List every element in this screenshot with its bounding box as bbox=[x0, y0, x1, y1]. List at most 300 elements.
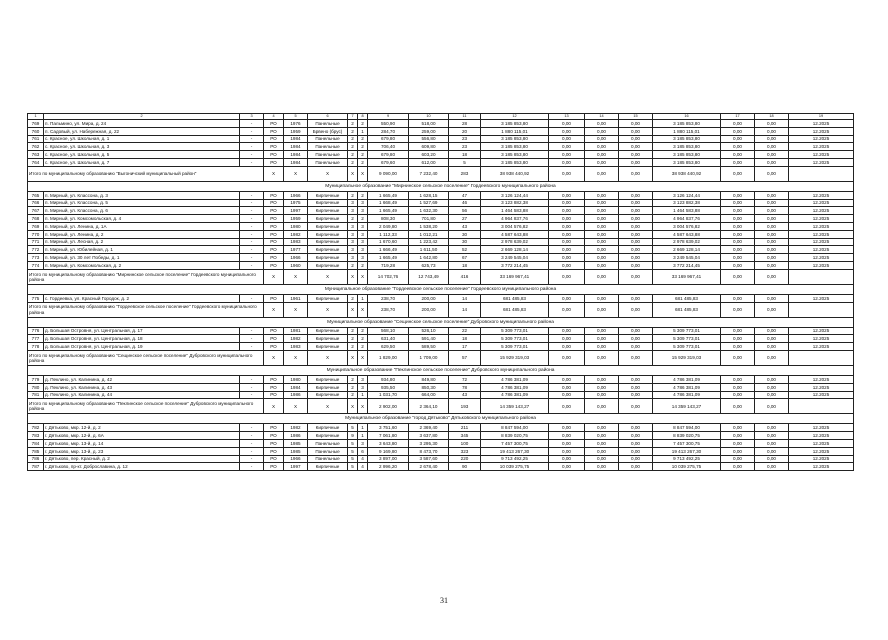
table-cell: 1 112,33 bbox=[368, 230, 409, 238]
table-cell: 765 bbox=[28, 191, 44, 199]
table-cell: 774 bbox=[28, 261, 44, 269]
total-cell: 0,00 bbox=[549, 399, 585, 414]
total-cell: 0,00 bbox=[585, 350, 619, 365]
table-cell: 0,00 bbox=[619, 222, 653, 230]
table-cell: - bbox=[240, 120, 264, 128]
table-row bbox=[28, 261, 854, 269]
table-cell: 27 bbox=[449, 215, 481, 223]
column-number: 6 bbox=[308, 114, 348, 120]
section-title: Муниципальное образование "Гордеевское сельское поселение" Гордеевского муниципального района bbox=[28, 284, 854, 294]
table-cell: 2 bbox=[358, 135, 368, 143]
column-number: 16 bbox=[653, 114, 721, 120]
table-cell: 2 bbox=[358, 120, 368, 128]
table-cell: 2 bbox=[348, 215, 358, 223]
table-cell: 72 bbox=[449, 375, 481, 383]
table-row bbox=[28, 383, 854, 391]
table-cell: 3 123 882,38 bbox=[653, 199, 721, 207]
table-cell: 1 668,49 bbox=[368, 199, 409, 207]
table-cell: 12.2025 bbox=[789, 327, 854, 335]
table-cell: 770 bbox=[28, 230, 44, 238]
table-cell: 3 772 214,45 bbox=[481, 261, 549, 269]
table-cell: 1975 bbox=[284, 199, 308, 207]
table-cell: 0,00 bbox=[721, 424, 755, 432]
table-cell: г. Дятьково, пр-кт. Доброславина, д. 12 bbox=[44, 463, 240, 471]
table-row bbox=[28, 127, 854, 135]
table-cell: 0,00 bbox=[585, 191, 619, 199]
table-cell: 1966 bbox=[284, 254, 308, 262]
table-cell: 0,00 bbox=[721, 261, 755, 269]
total-cell: X bbox=[308, 350, 348, 365]
section-title: Муниципальное образование "Сещинское сельское поселение" Дубровского муниципального района bbox=[28, 317, 854, 327]
table-cell: 0,00 bbox=[721, 335, 755, 343]
table-cell: 1961 bbox=[284, 294, 308, 302]
total-cell: 0,00 bbox=[585, 302, 619, 317]
table-cell: 518,00 bbox=[409, 120, 449, 128]
table-cell: 3 bbox=[358, 199, 368, 207]
table-cell: с. Красное, ул. Школьная, д. 1 bbox=[44, 135, 240, 143]
section-title: Муниципальное образование "Мирнинское сельское поселение" Гордеевского муниципального района bbox=[28, 181, 854, 191]
table-cell: 23 bbox=[449, 135, 481, 143]
table-cell: 3 772 214,45 bbox=[653, 261, 721, 269]
table-cell: 0,00 bbox=[755, 238, 789, 246]
table-cell: 0,00 bbox=[549, 375, 585, 383]
column-number: 12 bbox=[481, 114, 549, 120]
table-cell: 0,00 bbox=[619, 463, 653, 471]
total-cell: 9 090,00 bbox=[368, 166, 409, 181]
table-cell: 1 012,21 bbox=[409, 230, 449, 238]
table-cell: 1 628,15 bbox=[409, 191, 449, 199]
table-cell: 3 bbox=[348, 230, 358, 238]
table-cell: Кирпичные bbox=[308, 383, 348, 391]
table-cell: 7 457 300,75 bbox=[653, 439, 721, 447]
table-cell: 768 bbox=[28, 215, 44, 223]
table-cell: 52 bbox=[449, 246, 481, 254]
total-cell: 200,00 bbox=[409, 302, 449, 317]
table-cell: 773 bbox=[28, 254, 44, 262]
table-cell: 0,00 bbox=[619, 127, 653, 135]
table-cell: 12.2025 bbox=[789, 375, 854, 383]
table-cell: 0,00 bbox=[755, 463, 789, 471]
total-cell: 0,00 bbox=[585, 166, 619, 181]
table-cell: 8 839 020,75 bbox=[653, 432, 721, 440]
total-cell: 38 938 440,92 bbox=[481, 166, 549, 181]
table-cell: - bbox=[240, 151, 264, 159]
table-cell: 0,00 bbox=[549, 463, 585, 471]
table-cell: 1966 bbox=[284, 455, 308, 463]
table-cell: 783 bbox=[28, 432, 44, 440]
table-cell: - bbox=[240, 207, 264, 215]
column-number: 18 bbox=[755, 114, 789, 120]
table-cell: РО bbox=[264, 447, 284, 455]
table-cell: 0,00 bbox=[585, 238, 619, 246]
table-cell: 1982 bbox=[284, 335, 308, 343]
table-cell: РО bbox=[264, 230, 284, 238]
table-cell: РО bbox=[264, 391, 284, 399]
table-cell: 1 bbox=[358, 424, 368, 432]
section-header-row bbox=[28, 365, 854, 375]
table-cell: п. Садовый, ул. Набережная, д. 22 bbox=[44, 127, 240, 135]
table-row bbox=[28, 207, 854, 215]
table-cell: Кирпичные bbox=[308, 254, 348, 262]
table-cell: 0,00 bbox=[585, 222, 619, 230]
table-cell: - bbox=[240, 383, 264, 391]
table-cell: 0,00 bbox=[619, 343, 653, 351]
table-cell: 775 bbox=[28, 294, 44, 302]
table-cell: 0,00 bbox=[585, 120, 619, 128]
table-cell: 3 185 853,80 bbox=[653, 135, 721, 143]
table-cell: Кирпичные bbox=[308, 391, 348, 399]
table-cell: Кирпичные bbox=[308, 222, 348, 230]
table-cell: 1966 bbox=[284, 191, 308, 199]
table-cell: 764 bbox=[28, 158, 44, 166]
table-cell: 0,00 bbox=[619, 246, 653, 254]
table-cell: 4 786 381,09 bbox=[653, 375, 721, 383]
table-cell: 0,00 bbox=[549, 191, 585, 199]
table-cell: 0,00 bbox=[619, 230, 653, 238]
table-cell: 1986 bbox=[284, 432, 308, 440]
table-cell: РО bbox=[264, 455, 284, 463]
table-row bbox=[28, 158, 854, 166]
total-cell: X bbox=[264, 399, 284, 414]
table-cell: 7 061,80 bbox=[368, 432, 409, 440]
table-cell: 1 665,49 bbox=[368, 254, 409, 262]
table-cell: 238,70 bbox=[368, 294, 409, 302]
table-cell: 0,00 bbox=[619, 254, 653, 262]
table-cell: 0,00 bbox=[585, 294, 619, 302]
column-number: 9 bbox=[368, 114, 409, 120]
table-cell: 2 978 639,02 bbox=[481, 238, 549, 246]
table-cell: 0,00 bbox=[619, 191, 653, 199]
table-cell: 284,70 bbox=[368, 127, 409, 135]
table-cell: 556,80 bbox=[409, 135, 449, 143]
table-cell: 0,00 bbox=[721, 135, 755, 143]
table-cell: 778 bbox=[28, 343, 44, 351]
table-cell: 934,80 bbox=[368, 375, 409, 383]
table-cell: - bbox=[240, 215, 264, 223]
table-cell: Кирпичные bbox=[308, 246, 348, 254]
table-cell: 12.2025 bbox=[789, 151, 854, 159]
table-cell: 3 bbox=[358, 383, 368, 391]
table-cell: 3 bbox=[358, 230, 368, 238]
table-cell: 0,00 bbox=[619, 327, 653, 335]
total-cell: 0,00 bbox=[619, 350, 653, 365]
table-cell: 200,00 bbox=[409, 294, 449, 302]
table-cell: - bbox=[240, 294, 264, 302]
total-cell: X bbox=[308, 399, 348, 414]
table-cell: 0,00 bbox=[549, 215, 585, 223]
table-cell: 0,00 bbox=[549, 207, 585, 215]
table-cell: 0,00 bbox=[755, 151, 789, 159]
table-cell: - bbox=[240, 335, 264, 343]
table-cell: 0,00 bbox=[619, 294, 653, 302]
table-cell: 0,00 bbox=[549, 424, 585, 432]
table-cell: РО bbox=[264, 143, 284, 151]
table-cell: 0,00 bbox=[755, 191, 789, 199]
table-cell: 2 bbox=[348, 120, 358, 128]
total-cell: 15 929 319,03 bbox=[481, 350, 549, 365]
table-cell: 0,00 bbox=[549, 335, 585, 343]
table-cell: 0,00 bbox=[755, 447, 789, 455]
table-cell: 19 413 267,30 bbox=[653, 447, 721, 455]
table-cell: 0,00 bbox=[721, 343, 755, 351]
table-cell: 1 611,50 bbox=[409, 246, 449, 254]
table-body bbox=[28, 114, 854, 471]
table-cell: - bbox=[240, 447, 264, 455]
section-title: Муниципальное образование "город Дятьково" Дятьковского муниципального района bbox=[28, 414, 854, 424]
table-cell: 2 bbox=[348, 151, 358, 159]
table-cell: 4 786 381,09 bbox=[653, 391, 721, 399]
table-cell: РО bbox=[264, 222, 284, 230]
table-cell: 2 bbox=[348, 383, 358, 391]
table-cell: 4 964 837,76 bbox=[481, 215, 549, 223]
table-cell: 0,00 bbox=[549, 238, 585, 246]
document-page bbox=[27, 113, 853, 471]
total-cell bbox=[789, 166, 854, 181]
table-cell: 0,00 bbox=[549, 199, 585, 207]
table-cell: РО bbox=[264, 199, 284, 207]
table-cell: 2 bbox=[358, 261, 368, 269]
table-row bbox=[28, 375, 854, 383]
table-cell: 1960 bbox=[284, 261, 308, 269]
table-cell: 3 bbox=[348, 207, 358, 215]
table-cell: 0,00 bbox=[755, 343, 789, 351]
table-cell: 1985 bbox=[284, 439, 308, 447]
table-cell: 760 bbox=[28, 127, 44, 135]
total-cell bbox=[789, 350, 854, 365]
table-cell: 0,00 bbox=[721, 294, 755, 302]
table-cell: 7 457 300,75 bbox=[481, 439, 549, 447]
table-cell: 4 786 381,09 bbox=[481, 383, 549, 391]
table-cell: 3 004 576,82 bbox=[653, 222, 721, 230]
table-cell: 0,00 bbox=[755, 230, 789, 238]
table-cell: 3 126 124,44 bbox=[481, 191, 549, 199]
table-cell: 0,00 bbox=[549, 120, 585, 128]
total-cell: 33 169 967,41 bbox=[653, 269, 721, 284]
table-cell: 0,00 bbox=[755, 375, 789, 383]
table-cell: РО bbox=[264, 127, 284, 135]
total-cell: 14 bbox=[449, 302, 481, 317]
table-cell: 0,00 bbox=[755, 158, 789, 166]
table-cell: - bbox=[240, 238, 264, 246]
table-cell: 3 bbox=[348, 199, 358, 207]
table-cell: РО bbox=[264, 294, 284, 302]
table-cell: 701,80 bbox=[409, 215, 449, 223]
table-cell: 5 309 773,01 bbox=[481, 327, 549, 335]
table-cell: - bbox=[240, 127, 264, 135]
total-cell: X bbox=[284, 302, 308, 317]
table-cell: 0,00 bbox=[755, 432, 789, 440]
table-cell: 0,00 bbox=[549, 135, 585, 143]
table-cell: 1986 bbox=[284, 391, 308, 399]
table-cell: РО bbox=[264, 343, 284, 351]
table-cell: РО bbox=[264, 463, 284, 471]
section-header-row bbox=[28, 317, 854, 327]
table-cell: 1 bbox=[358, 432, 368, 440]
table-cell: 0,00 bbox=[721, 143, 755, 151]
table-cell: - bbox=[240, 261, 264, 269]
table-cell: - bbox=[240, 424, 264, 432]
table-cell: РО bbox=[264, 151, 284, 159]
table-cell: - bbox=[240, 222, 264, 230]
total-cell: 0,00 bbox=[755, 399, 789, 414]
section-title: Муниципальное образование "Пеклинское сельское поселение" Дубровского муниципального района bbox=[28, 365, 854, 375]
table-cell: 679,80 bbox=[368, 135, 409, 143]
total-cell: 0,00 bbox=[721, 350, 755, 365]
table-cell: 781 bbox=[28, 391, 44, 399]
table-cell: РО bbox=[264, 246, 284, 254]
table-cell: 3 004 576,82 bbox=[481, 222, 549, 230]
total-cell: 0,00 bbox=[619, 269, 653, 284]
total-cell: X bbox=[308, 166, 348, 181]
table-cell: 1 538,20 bbox=[409, 222, 449, 230]
table-cell: 9 169,80 bbox=[368, 447, 409, 455]
table-cell: 18 bbox=[449, 151, 481, 159]
table-cell: 767 bbox=[28, 207, 44, 215]
table-cell: 0,00 bbox=[721, 222, 755, 230]
table-cell: п. Мирный, ул. Классона, д. 5 bbox=[44, 199, 240, 207]
table-cell: 1977 bbox=[284, 246, 308, 254]
table-cell: 3 185 853,80 bbox=[653, 151, 721, 159]
table-cell: 631,40 bbox=[368, 335, 409, 343]
table-cell: 0,00 bbox=[549, 439, 585, 447]
table-cell: 12.2025 bbox=[789, 238, 854, 246]
table-cell: 784 bbox=[28, 439, 44, 447]
table-cell: 12.2025 bbox=[789, 135, 854, 143]
table-cell: 5 bbox=[348, 424, 358, 432]
table-cell: д. Большая Островня, ул. Центральная, д. 19 bbox=[44, 343, 240, 351]
table-cell: 2 bbox=[348, 143, 358, 151]
table-cell: 3 bbox=[348, 222, 358, 230]
table-cell: 0,00 bbox=[549, 254, 585, 262]
column-number: 17 bbox=[721, 114, 755, 120]
table-cell: 3 185 853,80 bbox=[481, 158, 549, 166]
table-cell: 10 039 275,75 bbox=[653, 463, 721, 471]
table-cell: 4 786 381,09 bbox=[481, 391, 549, 399]
table-row bbox=[28, 254, 854, 262]
table-cell: 0,00 bbox=[585, 432, 619, 440]
table-cell: 679,80 bbox=[368, 151, 409, 159]
total-cell: 0,00 bbox=[755, 302, 789, 317]
table-cell: 12.2025 bbox=[789, 391, 854, 399]
total-cell: X bbox=[284, 399, 308, 414]
table-cell: 0,00 bbox=[585, 439, 619, 447]
total-cell: 283 bbox=[449, 166, 481, 181]
table-cell: 2 bbox=[358, 343, 368, 351]
table-cell: с. Красное, ул. Школьная, д. 5 bbox=[44, 151, 240, 159]
table-cell: 0,00 bbox=[619, 447, 653, 455]
total-label: Итого по муниципальному образованию "Выгоничский муниципальный район" bbox=[28, 166, 264, 181]
table-cell: 0,00 bbox=[721, 327, 755, 335]
table-cell: 3 185 853,80 bbox=[653, 120, 721, 128]
table-cell: 12.2025 bbox=[789, 127, 854, 135]
total-cell: 0,00 bbox=[549, 269, 585, 284]
table-cell: 1984 bbox=[284, 135, 308, 143]
column-number: 13 bbox=[549, 114, 585, 120]
table-cell: - bbox=[240, 463, 264, 471]
table-cell: 2 bbox=[358, 215, 368, 223]
table-cell: 3 897,00 bbox=[368, 455, 409, 463]
table-cell: 0,00 bbox=[755, 439, 789, 447]
table-cell: 3 bbox=[358, 246, 368, 254]
table-cell: 1984 bbox=[284, 143, 308, 151]
total-cell: X bbox=[348, 399, 358, 414]
table-cell: Панельные bbox=[308, 135, 348, 143]
table-cell: РО bbox=[264, 135, 284, 143]
table-cell: 0,00 bbox=[585, 135, 619, 143]
table-cell: 681 485,83 bbox=[481, 294, 549, 302]
table-cell: 3 249 545,04 bbox=[653, 254, 721, 262]
table-cell: 12.2025 bbox=[789, 432, 854, 440]
table-cell: г. Дятьково, мкр. 12-й, д. 6А bbox=[44, 432, 240, 440]
table-cell: 3 185 853,80 bbox=[481, 151, 549, 159]
table-cell: Кирпичные bbox=[308, 424, 348, 432]
table-cell: 779 bbox=[28, 375, 44, 383]
table-cell: 323 bbox=[449, 447, 481, 455]
total-cell: X bbox=[348, 302, 358, 317]
table-cell: 3 249 545,04 bbox=[481, 254, 549, 262]
table-cell: 0,00 bbox=[585, 127, 619, 135]
table-cell: с. Красное, ул. Школьная, д. 3 bbox=[44, 143, 240, 151]
table-cell: 1 527,69 bbox=[409, 199, 449, 207]
table-cell: г. Дятьково, пер. Красный, д. 2 bbox=[44, 455, 240, 463]
column-number: 11 bbox=[449, 114, 481, 120]
table-cell: 1982 bbox=[284, 424, 308, 432]
table-cell: 771 bbox=[28, 238, 44, 246]
table-cell: 3 185 853,80 bbox=[653, 143, 721, 151]
table-cell: д. Большая Островня, ул. Центральная, д. 17 bbox=[44, 327, 240, 335]
table-cell: 0,00 bbox=[619, 424, 653, 432]
table-cell: 12.2025 bbox=[789, 215, 854, 223]
table-cell: д. Большая Островня, ул. Центральная, д. 18 bbox=[44, 335, 240, 343]
table-row bbox=[28, 335, 854, 343]
table-cell: Кирпичные bbox=[308, 261, 348, 269]
table-cell: 526,10 bbox=[409, 327, 449, 335]
table-cell: Кирпичные bbox=[308, 463, 348, 471]
table-cell: 0,00 bbox=[755, 455, 789, 463]
table-cell: Панельные bbox=[308, 120, 348, 128]
table-cell: 3 643,80 bbox=[368, 439, 409, 447]
table-cell: 0,00 bbox=[619, 261, 653, 269]
table-cell: 0,00 bbox=[755, 215, 789, 223]
table-cell: 0,00 bbox=[549, 261, 585, 269]
table-cell: 719,28 bbox=[368, 261, 409, 269]
table-cell: 706,40 bbox=[368, 143, 409, 151]
table-cell: 3 751,60 bbox=[368, 424, 409, 432]
table-cell: - bbox=[240, 343, 264, 351]
table-cell: 0,00 bbox=[755, 207, 789, 215]
table-cell: 1 bbox=[358, 294, 368, 302]
table-cell: 4 bbox=[358, 463, 368, 471]
page-number: 31 bbox=[440, 596, 448, 605]
table-cell: 0,00 bbox=[585, 343, 619, 351]
table-cell: 3 126 124,44 bbox=[653, 191, 721, 199]
table-row bbox=[28, 327, 854, 335]
table-cell: - bbox=[240, 199, 264, 207]
table-cell: 591,40 bbox=[409, 335, 449, 343]
total-cell: 33 169 967,41 bbox=[481, 269, 549, 284]
table-cell: 0,00 bbox=[549, 143, 585, 151]
total-label: Итого по муниципальному образованию "Сещинское сельское поселение" Дубровского муниципального района bbox=[28, 350, 264, 365]
total-cell: 2 364,10 bbox=[409, 399, 449, 414]
table-cell: 1 665,49 bbox=[368, 191, 409, 199]
table-cell: 679,60 bbox=[368, 158, 409, 166]
table-cell: 1985 bbox=[284, 447, 308, 455]
table-cell: 12.2025 bbox=[789, 191, 854, 199]
total-cell: 0,00 bbox=[721, 302, 755, 317]
table-cell: 2 bbox=[358, 143, 368, 151]
table-cell: 12.2025 bbox=[789, 246, 854, 254]
table-cell: 12.2025 bbox=[789, 230, 854, 238]
